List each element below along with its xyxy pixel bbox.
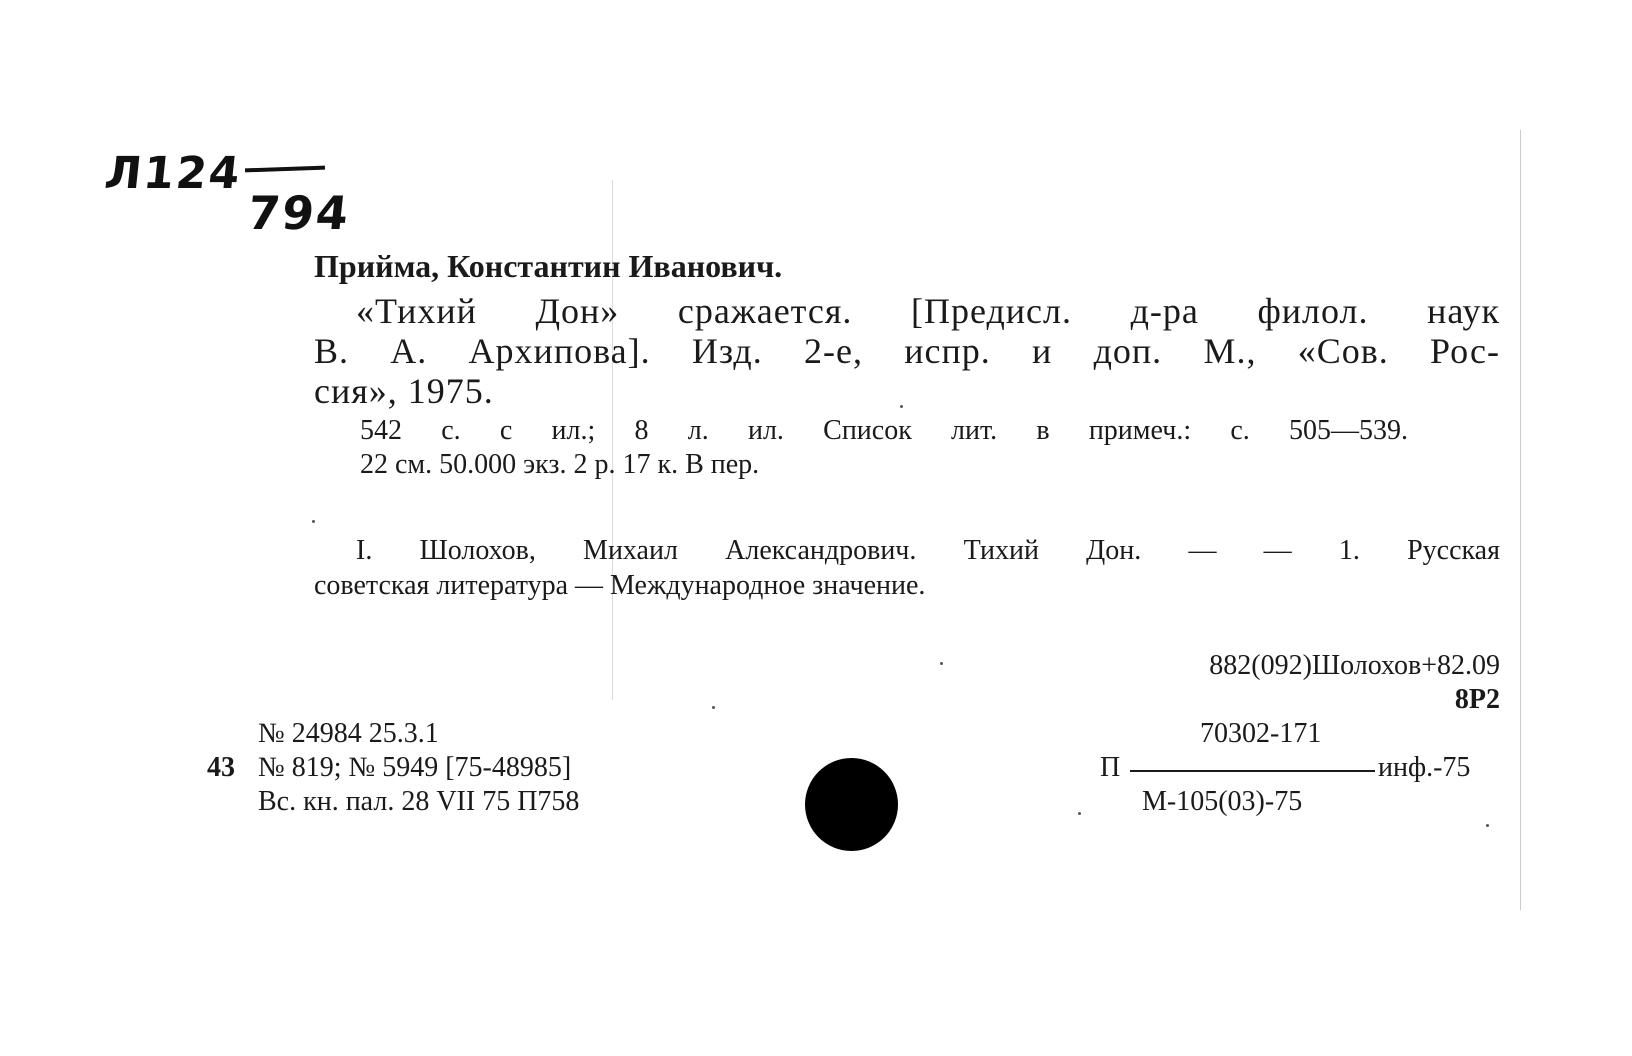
registration-line-3: Вс. кн. пал. 28 VII 75 П758 — [258, 786, 580, 817]
classification-bbk: 8Р2 — [1454, 684, 1500, 715]
price-code-right: инф.-75 — [1378, 752, 1471, 783]
price-code-top: 70302-171 — [1200, 718, 1322, 749]
scan-rule — [1520, 130, 1521, 910]
author-heading: Прийма, Константин Иванович. — [314, 248, 783, 284]
price-code-bottom: М-105(03)-75 — [1142, 786, 1303, 817]
price-code-left: П — [1100, 752, 1121, 783]
tracings-line-2: советская литература — Международное значение. — [314, 570, 926, 601]
title-line-2: В. А. Архипова]. Изд. 2-е, испр. и доп. М., «Сов. Рос- — [314, 331, 1500, 371]
registration-prefix: 43 — [207, 752, 235, 783]
tracings-line-1: I. Шолохов, Михаил Александрович. Тихий Дон. — — 1. Русская — [356, 535, 1500, 566]
scan-speck — [940, 662, 943, 665]
title-line-3: сия», 1975. — [314, 371, 494, 411]
shelfmark-right: 794 — [245, 186, 353, 240]
punch-hole — [805, 758, 898, 851]
collation-line-1: 542 с. с ил.; 8 л. ил. Список лит. в примеч.: с. 505—539. — [360, 415, 1408, 446]
scan-speck — [1486, 824, 1489, 827]
collation-line-2: 22 см. 50.000 экз. 2 р. 17 к. В пер. — [360, 449, 760, 480]
registration-line-2: № 819; № 5949 [75-48985] — [258, 752, 572, 783]
scan-speck — [1078, 812, 1081, 815]
title-line-1: «Тихий Дон» сражается. [Предисл. д-ра филол. наук — [356, 291, 1500, 331]
shelfmark-left: Л124 — [102, 148, 245, 199]
shelfmark-fraction-line — [245, 166, 325, 173]
classification-udc: 882(092)Шолохов+82.09 — [1209, 650, 1500, 681]
scan-speck — [900, 405, 903, 408]
price-code-line — [1130, 770, 1375, 772]
registration-line-1: № 24984 25.3.1 — [258, 718, 439, 749]
scan-speck — [712, 706, 715, 709]
scan-speck — [312, 520, 315, 523]
